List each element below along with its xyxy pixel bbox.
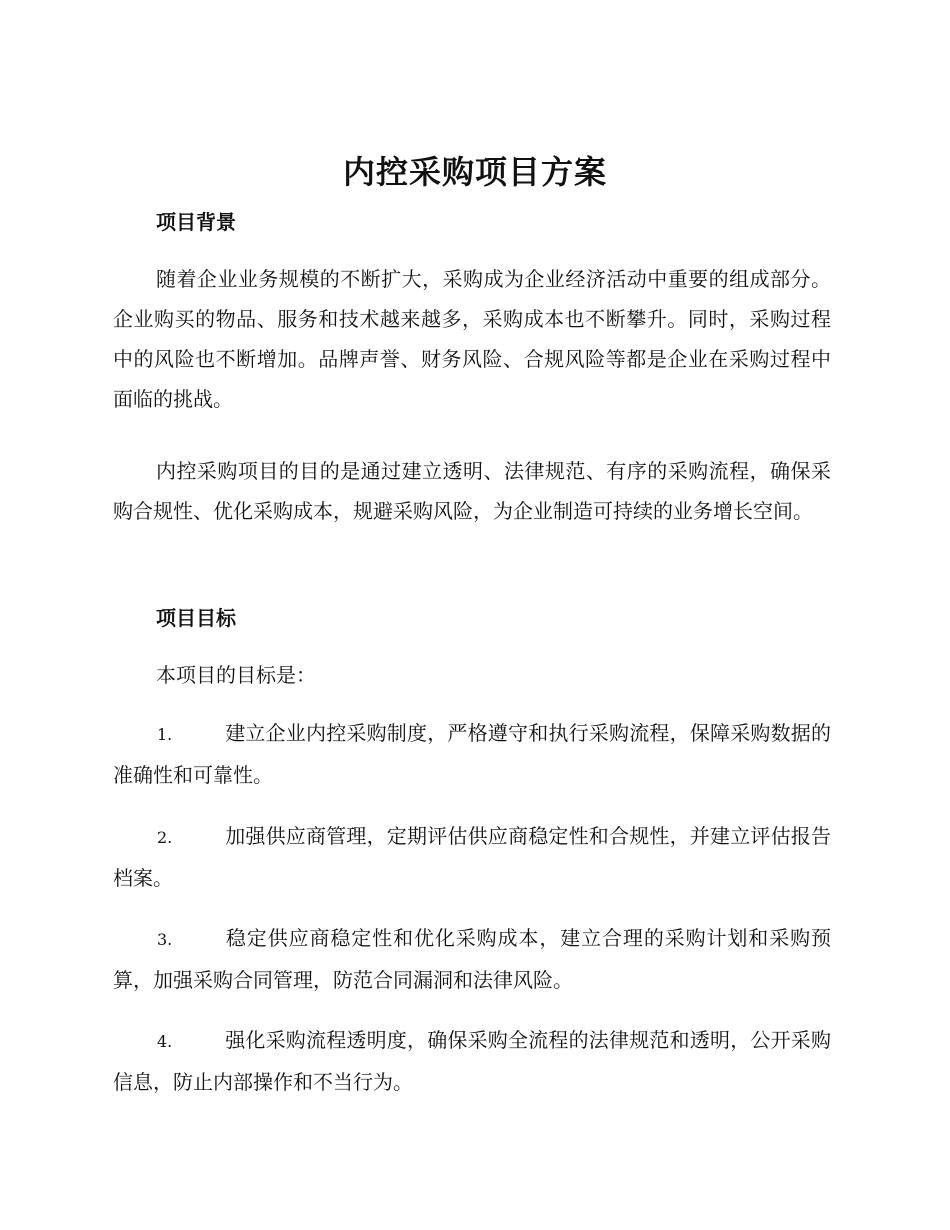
background-paragraph-1: 随着企业业务规模的不断扩大，采购成为企业经济活动中重要的组成部分。企业购买的物品、服务和技术越来越多，采购成本也不断攀升。同时，采购过程中的风险也不断增加。品牌声誉、财务风险、合规风险等都是企业在采购过程中面临的挑战。 — [113, 267, 831, 411]
section-heading-goals: 项目目标 — [156, 606, 236, 630]
document-title: 内控采购项目方案 — [342, 153, 607, 191]
goal-item — [113, 713, 831, 795]
goal-item-number: 2. — [157, 828, 173, 847]
goal-item — [113, 918, 831, 1000]
goal-item-text: 强化采购流程透明度，确保采购全流程的法律规范和透明，公开采购信息，防止内部操作和不当行为。 — [113, 1028, 831, 1094]
goal-item-text: 建立企业内控采购制度，严格遵守和执行采购流程，保障采购数据的准确性和可靠性。 — [113, 721, 831, 787]
goal-item-number: 1. — [157, 725, 173, 744]
goal-item-number: 4. — [157, 1032, 173, 1051]
goal-item-number: 3. — [157, 930, 173, 949]
goal-item — [113, 816, 831, 898]
goal-item-text: 加强供应商管理，定期评估供应商稳定性和合规性，并建立评估报告档案。 — [113, 824, 831, 890]
background-paragraph-2: 内控采购项目的目的是通过建立透明、法律规范、有序的采购流程，确保采购合规性、优化采购成本，规避采购风险，为企业制造可持续的业务增长空间。 — [113, 459, 831, 523]
section-heading-background: 项目背景 — [156, 210, 236, 234]
goal-item-text: 稳定供应商稳定性和优化采购成本，建立合理的采购计划和采购预算，加强采购合同管理，防范合同漏洞和法律风险。 — [113, 926, 831, 992]
goals-intro: 本项目的目标是： — [156, 663, 316, 687]
goal-item — [113, 1020, 831, 1102]
